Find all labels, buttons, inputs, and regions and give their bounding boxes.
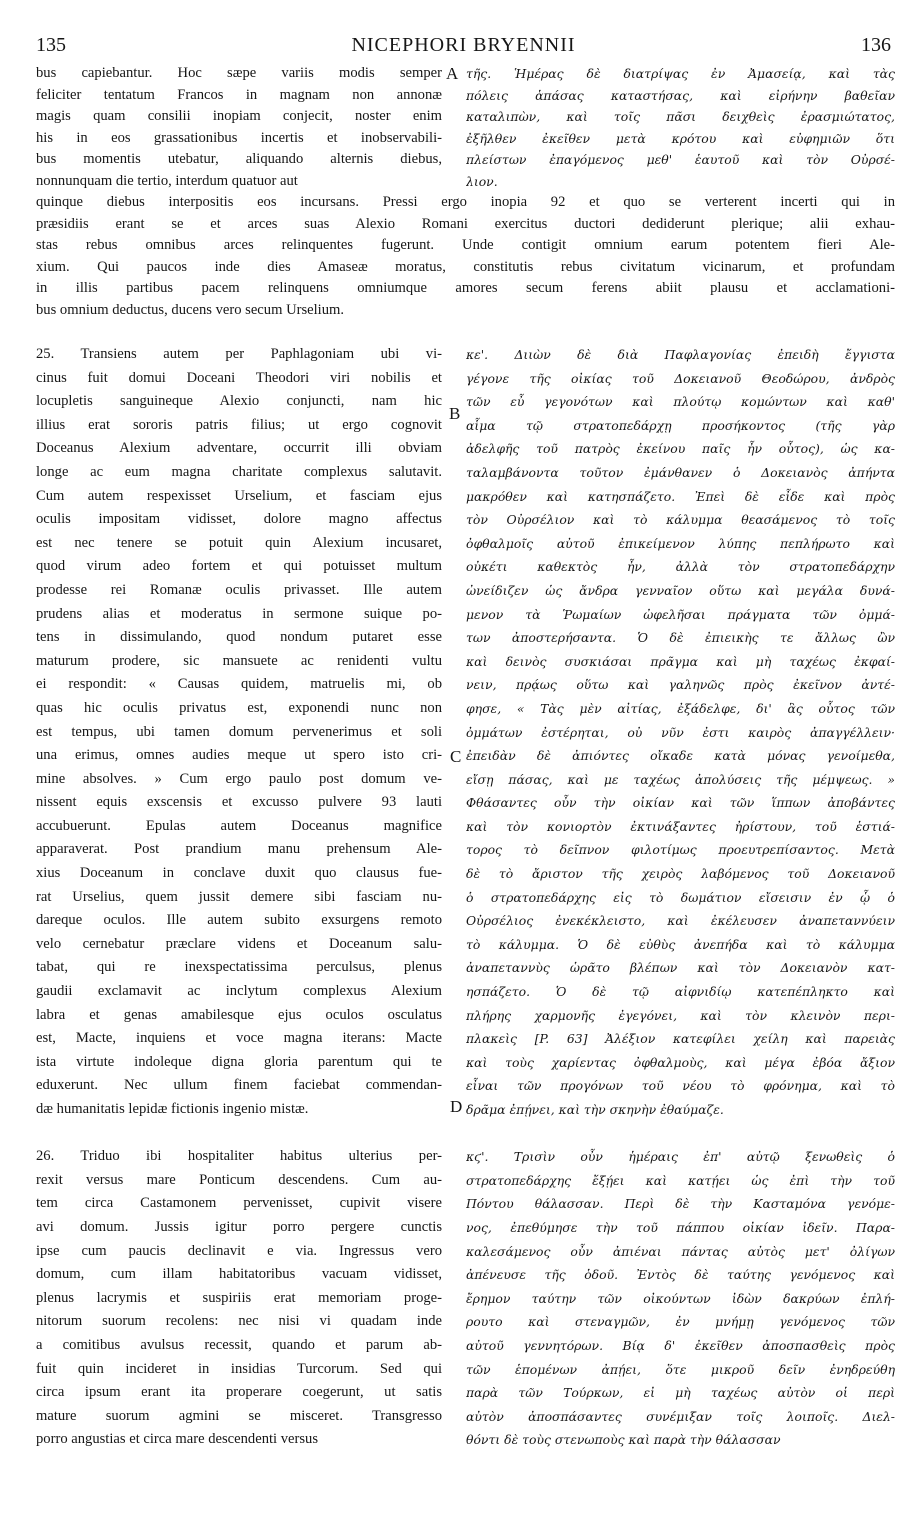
latin-text-line: 25. Transiens autem per Paphlagoniam ubi vi- <box>36 346 442 362</box>
greek-text-line: καὶ δεινὸς συσκιάσαι πρᾶγμα καὶ μὴ ταχέως ἐκφαί- <box>466 653 895 669</box>
running-title: NICEPHORI BRYENNII <box>351 34 576 56</box>
latin-text-line: magis quam consilii inopiam conjecit, noster enim <box>36 108 442 124</box>
latin-text-line: xium. Qui paucos inde dies Amaseæ moratus, constitutis rebus civitatum vicinarum, et profundam <box>36 258 895 275</box>
greek-text-line: θόντι δὲ τοὺς στενωποὺς καὶ παρὰ τὴν θάλασσαν <box>466 1432 781 1448</box>
latin-text-line: his in eos grassationibus incertis et inobservabili- <box>36 129 442 146</box>
latin-text-line: dæ humanitatis lepidæ fictionis ingenio mistæ. <box>36 1101 309 1117</box>
latin-text-line: feliciter tentatum Francos in magnam non annonæ <box>36 86 442 103</box>
latin-text-line: mine absolves. » Cum ergo paulo post domum ve- <box>36 770 442 787</box>
latin-text-line: bus omnium deductus, ducens vero secum Urselium. <box>36 301 345 318</box>
latin-text-line: rexit versus mare Ponticum descendens. Cum au- <box>36 1171 442 1188</box>
latin-text-line: velo cernebatur præclare videns et Doceanum salu- <box>36 935 442 952</box>
latin-text-line: cinus fuit domui Doceani Theodori viri nobilis et <box>36 369 442 386</box>
greek-text-line: ησπάζετο. Ὁ δὲ τῷ αἰφνιδίῳ κατεπέπληκτο καὶ <box>466 984 895 1000</box>
latin-text-line: domum, cum illam habitatoribus vacuam vidisset, <box>36 1266 442 1283</box>
latin-text-line: est, Macte, inquiens et voce magna iterans: Macte <box>36 1030 442 1047</box>
greek-text-line: φησε, « Τὰς μὲν αἰτίας, ἐξάδελφε, δι' ἃς οὗτος τῶν <box>466 700 895 716</box>
latin-text-line: prudens alias et moderatus in sermone suique po- <box>36 605 442 622</box>
latin-text-line: in illis partibus pacem relinquens omniumque amores secum ferens abiit plausu et acclamationi- <box>36 280 895 296</box>
latin-text-line: quod virum adeo fortem et qui potuisset multum <box>36 558 442 575</box>
greek-text-line: καταλιπὼν, καὶ τοῖς πᾶσι δειχθεὶς ἐρασμιώτατος, <box>466 109 895 124</box>
latin-text-line: bus momentis utebatur, aliquando alternis diebus, <box>36 151 442 167</box>
latin-text-line: bus capiebantur. Hoc sæpe variis modis semper <box>36 65 442 81</box>
greek-text-line: καὶ τοὺς χαρίεντας ὀφθαλμοὺς, καὶ μέγα ἐβόα ἄξιον <box>466 1054 895 1070</box>
latin-text-line: 26. Triduo ibi hospitaliter habitus ulterius per- <box>36 1148 442 1165</box>
running-header <box>36 34 891 60</box>
latin-text-line: dareque oculos. Ille autem subito exsurgens remoto <box>36 912 442 929</box>
greek-text-line: των ἀποστερήσαντα. Ὁ δὲ ἐπιεικὴς τε ἄλλως ὢν <box>466 630 895 646</box>
greek-column-top <box>466 63 895 192</box>
latin-text-line: tens in dissimulando, quod nondum putaret esse <box>36 629 442 646</box>
greek-text-line: τορος τὸ δεῖπνον φιλοτίμως προευτρεπίσαντος. Μετὰ <box>466 842 895 858</box>
margin-letter-c: C <box>450 747 462 766</box>
greek-text-line: οὐκέτι καθεκτὸς ἦν, ἀλλὰ τὸν στρατοπεδάρχην <box>466 559 895 575</box>
latin-text-line: circa ipsum erant ita properare coegerunt, ut satis <box>36 1384 442 1401</box>
latin-text-line: gaudii exclamavit ac inclytum complexus Alexium <box>36 983 442 1000</box>
greek-text-line: παρὰ τῶν Τούρκων, εἰ μὴ ταχέως αὐτὸν οἱ περὶ <box>466 1385 895 1401</box>
greek-text-line: Πόντου θάλασσαν. Περὶ δὲ τὴν Κασταμόνα γενόμε- <box>466 1196 895 1212</box>
latin-text-line: porro angustias et circa mare descendenti versus <box>36 1431 319 1448</box>
latin-text-line: longe ac eum magna charitate complexus salutavit. <box>36 463 442 480</box>
latin-full-width-paragraph <box>36 192 895 321</box>
greek-text-line: μακρόθεν καὶ κατησπάζετο. Ἐπεὶ δὲ εἶδε καὶ πρὸς <box>466 488 895 504</box>
greek-text-line: δὲ τὸ ἄριστον τῆς χειρὸς λαβόμενος τοῦ Δοκειανοῦ <box>466 866 895 882</box>
latin-text-line: accubuerunt. Epulas autem Doceanus magnifice <box>36 817 442 834</box>
greek-text-line: ἐπειδὰν δὲ ἀπιόντες οἴκαδε κατὰ μόνας γενοίμεθα, <box>466 748 895 764</box>
latin-text-line: Cum autem respexisset Urselium, et fasciam ejus <box>36 487 442 504</box>
latin-column-top <box>36 63 442 192</box>
latin-text-line: prodesse rei Romanæ oculis privasset. Ille autem <box>36 581 442 598</box>
latin-text-line: eduxerunt. Nec ullum finem faciebat commendan- <box>36 1077 442 1094</box>
latin-text-line: a comitibus avulsus recessit, quando et parum ab- <box>36 1336 442 1353</box>
latin-text-line: stas rebus omnibus arces relinquentes fugerunt. Unde contigit omnium earum potentem fieri Ale- <box>36 237 895 253</box>
greek-text-line: αὐτοῦ γεννητόρων. Βίᾳ δ' ἐκεῖθεν ἀποσπασθεὶς πρὸς <box>466 1337 895 1353</box>
greek-text-line: κε'. Διιὼν δὲ διὰ Παφλαγονίας ἐπειδὴ ἔγγιστα <box>466 347 895 362</box>
greek-text-line: πλήρης χαρμονῆς ἐγεγόνει, καὶ τὸν κλεινὸν περι- <box>466 1007 895 1023</box>
latin-text-line: ista virtute indoleque digna gloria parentum qui te <box>36 1053 442 1070</box>
greek-text-line <box>466 1122 895 1146</box>
greek-text-line: τῶν εὖ γεγονότων καὶ πλούτῳ κομώντων καὶ καθ' <box>466 394 895 410</box>
latin-text-line <box>36 1122 442 1146</box>
greek-text-line: τὸν Οὐρσέλιον καὶ τὸ κάλυμμα θεασάμενος τὸ τοῖς <box>466 512 895 528</box>
greek-text-line: ἔρημον ταύτην τῶν οἰκούντων ἰδὼν δακρύων ἐπλή- <box>466 1290 895 1306</box>
greek-text-line: τῆς. Ἡμέρας δὲ διατρίψας ἐν Ἀμασείᾳ, καὶ τὰς <box>466 66 895 81</box>
greek-text-line: εἶναι τῶν προγόνων τοῦ νέου τὸ φρόνημα, καὶ τὸ <box>466 1078 895 1094</box>
latin-text-line: apparaverat. Post prandium manu prehensum Ale- <box>36 841 442 858</box>
greek-text-line: ταλαμβάνοντα τοῦτον ἐμάνθανεν ὁ Δοκειανὸς ἀπήντα <box>466 464 895 480</box>
greek-text-line: αὐτὸν ἀποσπάσαντες συνέμιξαν τοῖς λοιποῖς. Διελ- <box>466 1408 895 1424</box>
greek-text-line: μενον τὰ Ῥωμαίων ὠφελῆσαι πράγματα τῶν ὀμμά- <box>466 606 895 622</box>
left-page-number: 135 <box>36 34 66 56</box>
latin-text-line: una erimus, omnes audies meque ut spero isto cri- <box>36 747 442 764</box>
greek-column-main <box>466 343 895 1452</box>
latin-text-line: ei respondit: « Causas quidem, matruelis mi, ob <box>36 676 442 693</box>
latin-text-line: labra et genas amabilesque ejus oculos osculatus <box>36 1006 442 1023</box>
margin-letter-a: A <box>446 64 459 83</box>
greek-text-line: εἴσῃ πάσας, καὶ με ταχέως ἀπολύσεις τῆς μέμψεως. » <box>466 771 895 787</box>
greek-text-line: ὠνείδιζεν ὡς ἄνδρα γενναῖον οὕτω καὶ μεγάλα δυνά- <box>466 582 895 598</box>
greek-text-line: ἀναπεταννὺς ὡρᾶτο βλέπων καὶ τὸν Δοκειανὸν κατ- <box>466 960 895 976</box>
latin-text-line: nonnunquam die tertio, interdum quatuor aut <box>36 172 298 189</box>
latin-text-line: tabat, qui re inexspectatissima perculsus, plenus <box>36 959 442 976</box>
latin-text-line: tem circa Castamonem pervenisset, cupivit visere <box>36 1195 442 1212</box>
greek-text-line: πλείστων ἐπαγόμενος μεθ' ἑαυτοῦ καὶ τὸν Οὐρσέ- <box>466 152 895 167</box>
greek-text-line: κϛ'. Τρισὶν οὖν ἡμέραις ἐπ' αὐτῷ ξενωθεὶς ὁ <box>466 1149 895 1165</box>
greek-text-line: Φθάσαντες οὖν τὴν οἰκίαν καὶ τῶν ἵππων ἀποβάντες <box>466 795 895 811</box>
latin-text-line: ipse cum paucis declinavit e via. Ingressus vero <box>36 1242 442 1259</box>
margin-letter-b: B <box>449 404 461 423</box>
greek-text-line: αἷμα τῷ στρατοπεδάρχῃ προσήκοντος (τῆς γὰρ <box>466 417 895 433</box>
greek-text-line: νειν, πρᾴως οὕτω καὶ γαληνῶς πρὸς ἐκεῖνον ἀντέ- <box>466 677 895 693</box>
latin-text-line: Doceanus Alexium adventare, occurrit illi obviam <box>36 440 442 457</box>
greek-text-line: ρουτο καὶ στεναγμῶν, ἐν μνήμῃ γενόμενος τῶν <box>466 1314 895 1330</box>
greek-text-line: λιον. <box>466 173 498 189</box>
greek-text-line: γέγονε τῆς οἰκίας τοῦ Δοκειανοῦ Θεοδώρου, ἀνδρὸς <box>466 370 895 386</box>
latin-text-line: quinque diebus interpositis eos incursans. Pressi ergo inopia 92 et quo se verterent incerti qui in <box>36 194 895 210</box>
greek-text-line: ἐξῆλθεν ἐκεῖθεν μετὰ κρότου καὶ εὐφημιῶν ὅτι <box>466 130 895 146</box>
greek-text-line: ὀμμάτων ἐστέρηται, οὐ νῦν ἐστι καιρὸς ἀπαγγέλλειν· <box>466 724 895 740</box>
latin-text-line: quas hic oculis privatus est, exponendi nunc non <box>36 699 442 716</box>
greek-text-line: ὀφθαλμοῖς αὐτοῦ ἐπικείμενον λύπης πεπλήρωτο καὶ <box>466 535 895 551</box>
latin-text-line: xius Doceanum in conclave duxit quo clausus fue- <box>36 865 442 882</box>
latin-text-line: locupletis sanguineque Alexio conjuncti, nam hic <box>36 393 442 410</box>
margin-letter-d: D <box>450 1097 463 1116</box>
latin-text-line: maturum prodere, sic mansuete ac renidenti vultu <box>36 652 442 669</box>
greek-text-line: τὸ κάλυμμα. Ὁ δὲ εὐθὺς ἀνεπήδα καὶ τὸ κάλυμμα <box>466 936 895 952</box>
greek-text-line: νος, ἐπεθύμησε τὴν τοῦ πάππου οἰκίαν ἰδεῖν. Παρα- <box>466 1219 895 1235</box>
greek-text-line: πλακεὶς [P. 63] Ἀλέξιον κατεφίλει χείλη καὶ παρειὰς <box>466 1031 895 1047</box>
latin-text-line: nitorum suorum recolens: nec nisi vi quadam inde <box>36 1313 442 1330</box>
latin-text-line: plenus lacrymis et suspiriis erat memoriam proge- <box>36 1289 442 1306</box>
latin-text-line: illius erat sororis patris filius; ut ergo cognovit <box>36 416 442 433</box>
greek-text-line: τῶν ἑπομένων ἀπῄει, ὅτε μικροῦ δεῖν ἐνηδρεύθη <box>466 1361 895 1377</box>
latin-text-line: nissent equis exscensis et excusso pulvere 93 lauti <box>36 794 442 811</box>
latin-text-line: præsidiis erant se et arces suas Alexio Romani exercitus ductori dediderunt plerique; alii exhau- <box>36 215 895 232</box>
greek-text-line: δρᾶμα ἐπῄνει, καὶ τὴν σκηνὴν ἐθαύμαζε. <box>466 1102 724 1117</box>
greek-text-line: καλεσάμενος οὖν ἀπιέναι πάντας αὐτὸς μετ' ὀλίγων <box>466 1243 895 1259</box>
right-page-number: 136 <box>861 34 891 56</box>
latin-text-line: avi domum. Jussis igitur porro pergere cunctis <box>36 1218 442 1235</box>
latin-text-line: est nec tenere se potuit quin Alexium incusaret, <box>36 534 442 551</box>
latin-text-line: fuit quin incideret in insidias Turcorum. Sed qui <box>36 1360 442 1377</box>
latin-text-line: oculis impositam vidisset, dolore magno affectus <box>36 511 442 528</box>
greek-text-line: καὶ τὸν κονιορτὸν ἐκτινάξαντες ἠρίστουν, τοῦ ἑστιά- <box>466 818 895 834</box>
latin-text-line: est tempus, ubi tamen domum pervenerimus et soli <box>36 723 442 740</box>
latin-text-line: rat Urselius, quem jussit demere sibi fasciam nu- <box>36 888 442 905</box>
greek-text-line: ἀδελφῆς τοῦ πατρὸς ἐκείνου παῖς ἦν οὗτος), ὡς κα- <box>466 441 895 457</box>
greek-text-line: πόλεις ἁπάσας καταστήσας, καὶ εἰρήνην βαθεῖαν <box>466 87 895 103</box>
greek-text-line: ἀπένευσε τῆς ὁδοῦ. Ἐντὸς δὲ ταύτης γενόμενος καὶ <box>466 1267 895 1283</box>
greek-text-line: στρατοπεδάρχης ἔξῄει καὶ κατῄει ὡς ἐπὶ τὴν τοῦ <box>466 1172 895 1188</box>
greek-text-line: Οὐρσέλιος ἐνεκέκλειστο, καὶ ἐκέλευσεν ἀναπεταννύειν <box>466 913 895 929</box>
latin-text-line: mature suorum agmini se misceret. Transgresso <box>36 1407 442 1424</box>
greek-text-line: ὁ στρατοπεδάρχης εἰς τὸ δωμάτιον εἴσεισιν ἐν ᾧ ὁ <box>466 889 895 905</box>
latin-column-main <box>36 343 442 1452</box>
